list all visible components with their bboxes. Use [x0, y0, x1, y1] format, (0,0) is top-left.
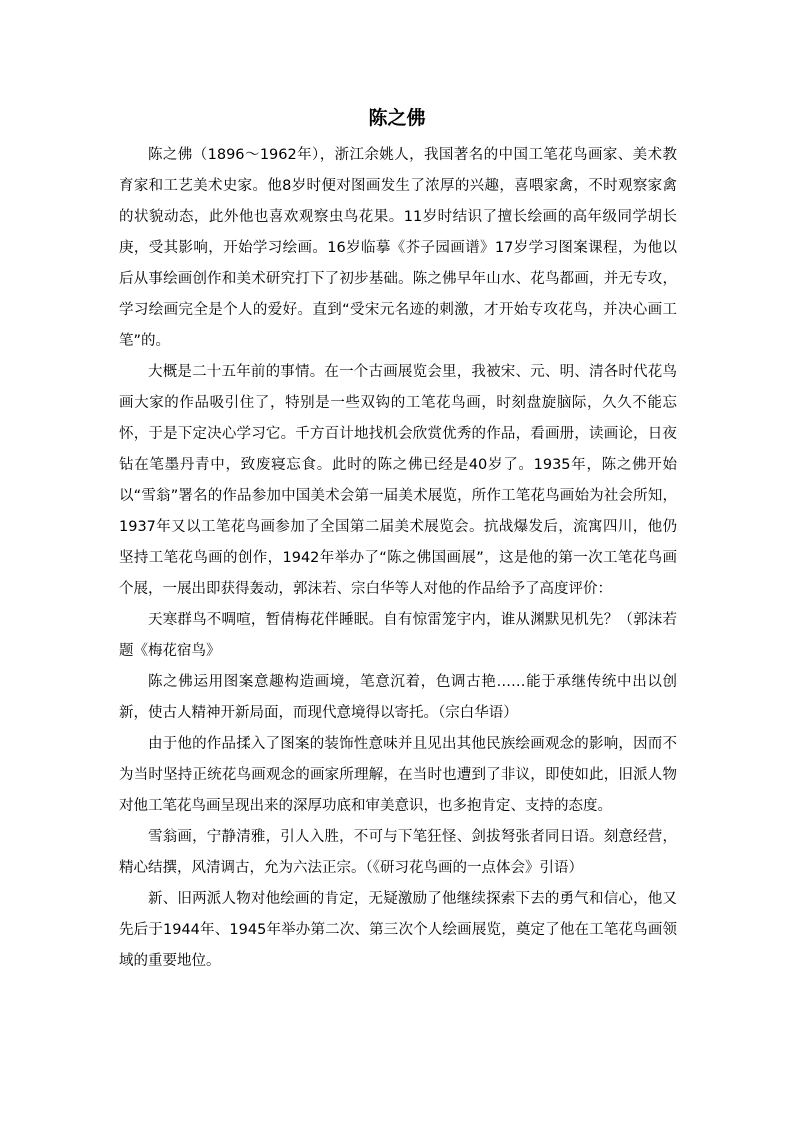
paragraph-reception: 由于他的作品揉入了图案的装饰性意味并且见出其他民族绘画观念的影响，因而不为当时坚持正统花鸟画观念的画家所理解，在当时也遭到了非议，即使如此，旧派人物对他工笔花鸟画呈现出来的深厚功底和审美意识，也多抱肯定、支持的态度。 [119, 736, 677, 814]
paragraph-guo-moruo-poem: 天寒群鸟不啁喧，暂倩梅花伴睡眠。自有惊雷笼宇内，谁从渊默见机先？（郭沫若题《梅花宿鸟》 [119, 612, 677, 659]
document-body [119, 140, 677, 977]
paragraph-zong-baihua-quote: 陈之佛运用图案意趣构造画境，笔意沉着，色调古艳……能于承继传统中出以创新，使古人精神开新局面，而现代意境得以寄托。（宗白华语） [119, 674, 677, 721]
paragraph-intro: 陈之佛（1896～1962年），浙江余姚人，我国著名的中国工笔花鸟画家、美术教育家和工艺美术史家。他8岁时便对图画发生了浓厚的兴趣，喜喂家禽，不时观察家禽的状貌动态，此外他也喜欢观察虫鸟花果。11岁时结识了擅长绘画的高年级同学胡长庚，受其影响，开始学习绘画。16岁临摹《芥子园画谱》17岁学习图案课程，为他以后从事绘画创作和美术研究打下了初步基础。陈之佛早年山水、花鸟都画，并无专攻，学习绘画完全是个人的爱好。直到“受宋元名迹的刺激，才开始专攻花鸟，并决心画工笔”的。 [119, 147, 677, 349]
document-title: 陈之佛 [368, 107, 426, 129]
paragraph-later-exhibitions: 新、旧两派人物对他绘画的肯定，无疑激励了他继续探索下去的勇气和信心，他又先后于1944年、1945年举办第二次、第三次个人绘画展览，奠定了他在工笔花鸟画领域的重要地位。 [119, 891, 677, 969]
paragraph-xueweng-quote: 雪翁画，宁静清雅，引人入胜，不可与下笔狂怪、剑拔弩张者同日语。刻意经营，精心结撰，风清调古，允为六法正宗。（《研习花鸟画的一点体会》引语） [119, 829, 677, 876]
paragraph-recollection: 大概是二十五年前的事情。在一个古画展览会里，我被宋、元、明、清各时代花鸟画大家的作品吸引住了，特别是一些双钩的工笔花鸟画，时刻盘旋脑际，久久不能忘怀，于是下定决心学习它。千方百计地找机会欣赏优秀的作品，看画册，读画论，日夜钻在笔墨丹青中，致废寝忘食。此时的陈之佛已经是40岁了。1935年，陈之佛开始以“雪翁”署名的作品参加中国美术会第一届美术展览，所作工笔花鸟画始为社会所知，1937年又以工笔花鸟画参加了全国第二届美术展览会。抗战爆发后，流寓四川，他仍坚持工笔花鸟画的创作，1942年举办了“陈之佛国画展”，这是他的第一次工笔花鸟画个展，一展出即获得轰动，郭沫若、宗白华等人对他的作品给予了高度评价： [119, 364, 677, 597]
